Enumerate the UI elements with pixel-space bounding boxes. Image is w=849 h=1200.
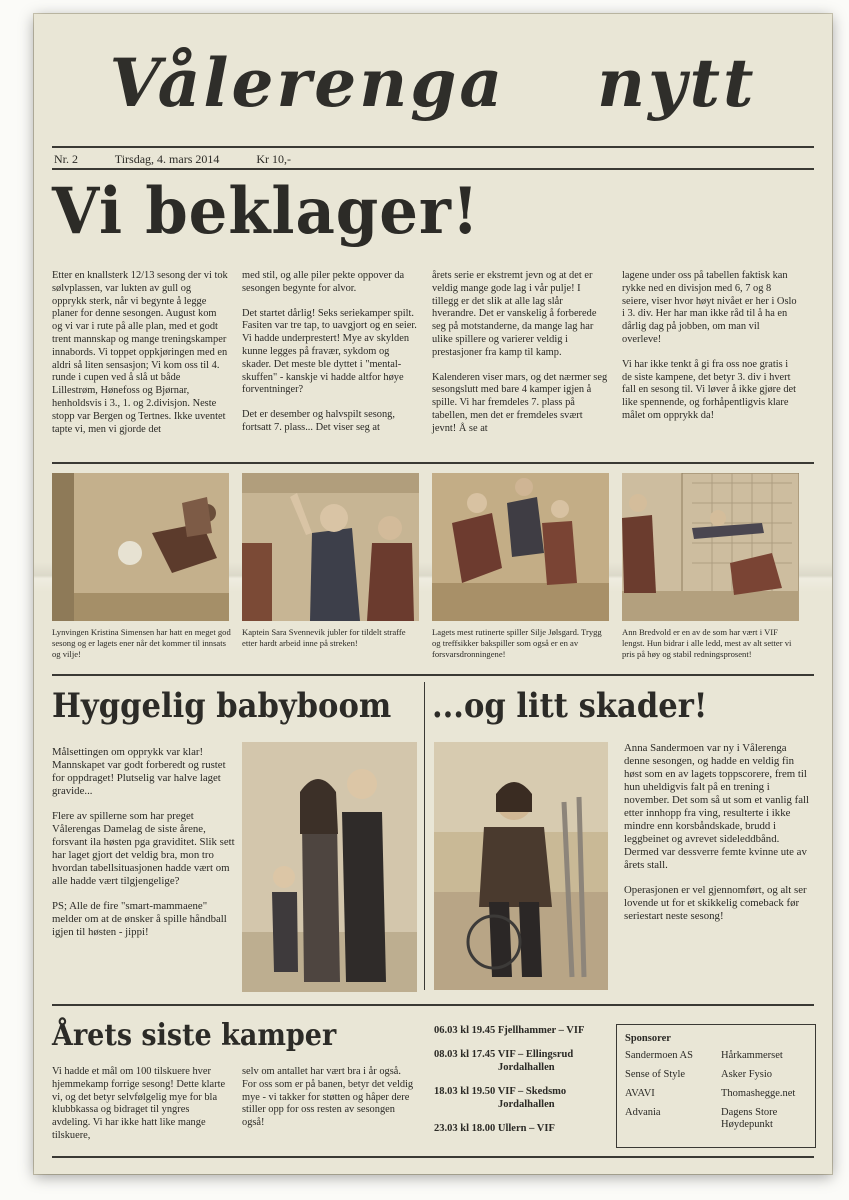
article-paragraph: Vi har ikke tenkt å gi fra oss noe gratis i de siste kampene, det betyr 3. div i hvert fall en sesong til. Vi løver å ikke gjøre det like spennende, og forhåpentligvis klare målet om opprykk da! bbox=[622, 358, 797, 421]
last-games-article-2: selv om antallet har vært bra i år også. For oss som er på banen, betyr det veldig mye - vi takker for støtten og håper dere stiller opp for oss resten av sesongen også! bbox=[242, 1066, 414, 1129]
sponsor-item: Dagens Store Høydepunkt bbox=[721, 1107, 778, 1130]
sponsor-item: Sandermoen AS bbox=[625, 1050, 693, 1061]
fixture bbox=[434, 1048, 604, 1074]
photo-handball-4 bbox=[622, 473, 799, 621]
article-column-1 bbox=[52, 270, 228, 448]
column-divider bbox=[424, 682, 425, 990]
rule bbox=[52, 1156, 814, 1158]
photo-illustration bbox=[432, 473, 609, 621]
issue-number: Nr. 2 bbox=[54, 152, 78, 166]
photo-illustration bbox=[242, 742, 417, 992]
sponsor-item: Hårkammerset bbox=[721, 1050, 783, 1061]
article-paragraph: Etter en knallsterk 12/13 sesong der vi tok sølvplassen, var lukten av gull og opprykk sterk, når vi begynte å legge planer for denne sesongen. August kom og vi var i rute på alle plan, med et godt trent mannskap og mange treningskamper innabords. Vi toppet oppkjøringen med en aldri så liten sensasjon; Vi kom oss til 4. runde i cupen ved å slå ut både Lillestrøm, Hønefoss og Bjørnar, henholdsvis i 3., 1. og 2.divisjon. Neste stopp var Bergen og Tertnes. Ikke uventet tapte vi, men vi gjorde det bbox=[52, 270, 228, 435]
photo-caption: Lynvingen Kristina Simensen har hatt en meget god sesong og er lagets ener når det kommer til innsats og vilje! bbox=[52, 627, 231, 659]
photo-illustration bbox=[242, 473, 419, 621]
injuries-article bbox=[624, 742, 814, 935]
fixture-line: 08.03 kl 17.45 VIF – Ellingsrud bbox=[434, 1049, 574, 1060]
article-paragraph: Kalenderen viser mars, og det nærmer seg sesongslutt med bare 4 kamper igjen å spille. Vi har fremdeles 7. plass på tabellen, men det er fremdeles svært jevnt! Å se at bbox=[432, 371, 608, 434]
fixture-line: 23.03 kl 18.00 Ullern – VIF bbox=[434, 1123, 555, 1134]
article-paragraph: Anna Sandermoen var ny i Vålerenga denne sesongen, og hadde en veldig fin høst som en av lagets toppscorere, frem til hun uheldigvis falt på en trening i november. Det som så ut som et vanlig fall etter innhopp fra ving, resulterte i ikke mindre enn korsbåndskade, brudd i leggbeinet og avrevet sideleddbånd. Dermed var dessverre femte kvinne ute av årets stall. bbox=[624, 742, 810, 871]
article-paragraph: Operasjonen er vel gjennomført, og alt ser lovende ut for et skikkelig comeback før seriestart neste sesong! bbox=[624, 884, 807, 922]
masthead-word-1: Vålerenga bbox=[109, 44, 506, 122]
main-headline: Vi beklager! bbox=[52, 174, 480, 249]
fixture-venue: Jordalhallen bbox=[498, 1062, 555, 1073]
rule bbox=[52, 1004, 814, 1006]
sponsor-list bbox=[625, 1050, 807, 1131]
article-paragraph: Målsettingen om opprykk var klar! Mannskapet var godt forberedt og rustet for oppdraget! Plutselig var halve laget gravide... bbox=[52, 746, 226, 797]
photo-injured-player bbox=[434, 742, 608, 990]
fixture-venue: Jordalhallen bbox=[498, 1099, 555, 1110]
photo-illustration bbox=[622, 473, 799, 621]
photo-illustration bbox=[434, 742, 608, 990]
rule bbox=[52, 674, 814, 676]
photo-illustration bbox=[52, 473, 229, 621]
rule bbox=[52, 462, 814, 464]
article-paragraph: med stil, og alle piler pekte oppover da sesongen begynte for alvor. bbox=[242, 270, 405, 294]
issue-date: Tirsdag, 4. mars 2014 bbox=[114, 152, 220, 166]
fixture-line: 06.03 kl 19.45 Fjellhammer – VIF bbox=[434, 1025, 585, 1036]
babyboom-article bbox=[52, 746, 238, 951]
photo-handball-1 bbox=[52, 473, 229, 621]
rule bbox=[52, 168, 814, 170]
article-column-2 bbox=[242, 270, 418, 447]
last-games-article-1: Vi hadde et mål om 100 tilskuere hver hjemmekamp forrige sesong! Dette klarte vi, og det betyr selvfølgelig mye for bla klubbkassa og bidraget til yngres avdeling. Vi har ikke hatt like mange tilskuere, bbox=[52, 1066, 226, 1141]
sponsor-box bbox=[616, 1024, 816, 1148]
rule bbox=[52, 146, 814, 148]
fixture-list bbox=[434, 1024, 604, 1146]
issue-price: Kr 10,- bbox=[256, 152, 292, 166]
photo-caption: Lagets mest rutinerte spiller Silje Jølsgard. Trygg og treffsikker bakspiller som også er en av forsvarsdronningene! bbox=[432, 627, 602, 659]
sponsor-title: Sponsorer bbox=[625, 1033, 671, 1044]
article-column-3 bbox=[432, 270, 608, 448]
sponsor-item: Advania bbox=[625, 1107, 661, 1118]
masthead bbox=[34, 44, 832, 134]
article-paragraph: årets serie er ekstremt jevn og at det er veldig mange gode lag i vår pulje! I tillegg er det slik at alle lag slår hverandre. Det er vanskelig å forberede seg på motstanderne, da mange lag har ulike spillere og varierer veldig i prestasjoner fra kamp til kamp. bbox=[432, 270, 597, 358]
injuries-headline: ...og litt skader! bbox=[432, 686, 708, 726]
main-article bbox=[52, 270, 812, 462]
article-paragraph: Det er desember og halvspilt sesong, fortsatt 7. plass... Det viser seg at bbox=[242, 409, 395, 433]
babyboom-headline: Hyggelig babyboom bbox=[52, 686, 392, 726]
photo-caption: Kaptein Sara Svennevik jubler for tildelt straffe etter hardt arbeid inne på streken! bbox=[242, 627, 406, 648]
fixture bbox=[434, 1085, 604, 1111]
article-paragraph: lagene under oss på tabellen faktisk kan rykke ned en divisjon med 6, 7 og 8 seiere, viser hvor høyt nivået er her i Oslo i 3. div. Her har man ikke råd til å ha en dårlig dag på jobben, om man vil overleve! bbox=[622, 270, 797, 345]
article-paragraph: PS; Alle de fire "smart-mammaene" melder om at de ønsker å spille håndball igjen til høsten - jippi! bbox=[52, 900, 227, 938]
article-paragraph: Flere av spillerne som har preget Vålerengas Damelag de siste årene, forsvant ila høsten pga graviditet. Slik sett har laget gjort det veldig bra, mon tro hvordan tabellsituasjonen hadde vært om alle hadde vært tilgjengelige? bbox=[52, 810, 235, 887]
fixture bbox=[434, 1122, 604, 1135]
sponsor-item: Sense of Style bbox=[625, 1069, 686, 1080]
photo-handball-2 bbox=[242, 473, 419, 621]
fixture-line: 18.03 kl 19.50 VIF – Skedsmo bbox=[434, 1086, 567, 1097]
sponsor-item: AVAVI bbox=[625, 1088, 655, 1099]
photo-handball-3 bbox=[432, 473, 609, 621]
article-column-4 bbox=[622, 270, 798, 435]
sponsor-item: Asker Fysio bbox=[721, 1069, 773, 1080]
issue-line bbox=[54, 152, 325, 167]
masthead-word-2: nytt bbox=[597, 44, 757, 122]
article-paragraph: Det startet dårlig! Seks seriekamper spilt. Fasiten var tre tap, to uavgjort og en seier. Vi hadde underprestert! Mye av skylden kunne legges på fravær, sykdom og skader. Det meste ble dyttet i "mental-skuffen" - kanskje vi hadde altfor høye forventninger? bbox=[242, 307, 417, 396]
newspaper-page bbox=[34, 14, 832, 1174]
last-games-headline: Årets siste kamper bbox=[52, 1018, 337, 1053]
fixture bbox=[434, 1024, 604, 1037]
photo-caption: Ann Bredvold er en av de som har vært i VIF lengst. Hun bidrar i alle ledd, mest av alt setter vi pris på høy og stabil redningsprosent! bbox=[622, 627, 792, 659]
photo-team-mothers bbox=[242, 742, 417, 992]
sponsor-item: Thomashegge.net bbox=[721, 1088, 796, 1099]
